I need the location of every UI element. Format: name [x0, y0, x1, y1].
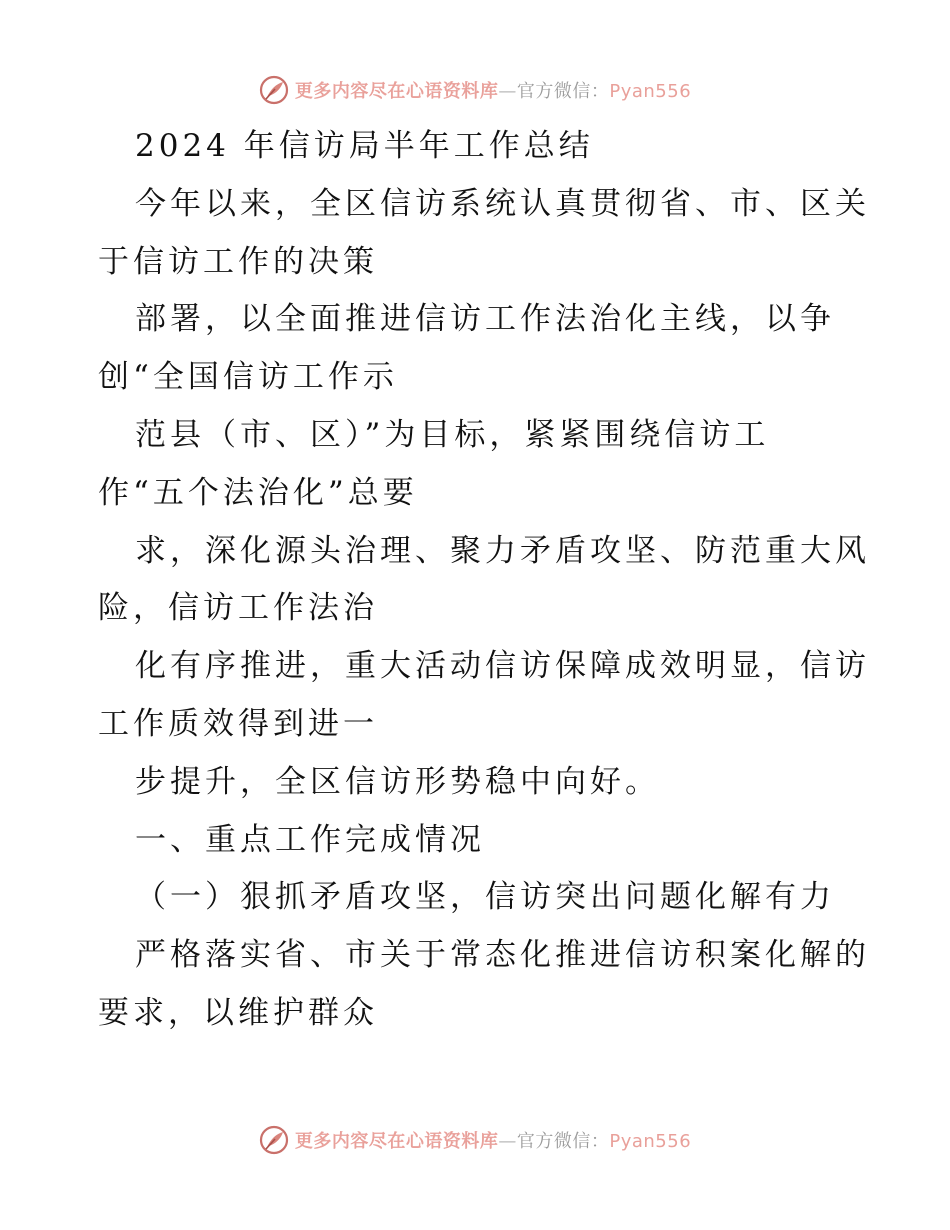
watermark-wechat-id: Pyan556 — [609, 1131, 692, 1152]
text-line: 严格落实省、市关于常态化推进信访积案化解的 — [135, 937, 870, 974]
feather-quill-icon — [259, 1125, 289, 1155]
text-line: 范县（市、区）”为目标，紧紧围绕信访工 — [135, 416, 770, 453]
text-line: 险，信访工作法治 — [98, 590, 378, 627]
feather-quill-icon — [259, 75, 289, 105]
watermark-brand: 更多内容尽在心语资料库 — [294, 1131, 499, 1152]
text-line: 化有序推进，重大活动信访保障成效明显，信访 — [135, 648, 870, 685]
document-title: 2024 年信访局半年工作总结 — [135, 128, 594, 164]
document-body — [98, 118, 870, 1043]
footer-watermark — [0, 1123, 950, 1157]
watermark-brand: 更多内容尽在心语资料库 — [294, 81, 499, 102]
text-line: 要求，以维护群众 — [98, 994, 378, 1031]
text-line: 于信访工作的决策 — [98, 243, 378, 280]
watermark-separator: — — [498, 81, 517, 102]
watermark-text — [295, 77, 691, 103]
watermark-wechat-label: 官方微信： — [516, 1131, 610, 1152]
text-line: 部署，以全面推进信访工作法治化主线，以争 — [135, 301, 835, 338]
text-line: 工作质效得到进一 — [98, 705, 378, 742]
text-line: 创“全国信访工作示 — [98, 359, 398, 396]
text-line: 步提升，全区信访形势稳中向好。 — [135, 763, 660, 800]
watermark-wechat-id: Pyan556 — [609, 81, 692, 102]
text-line: 求，深化源头治理、聚力矛盾攻坚、防范重大风 — [135, 532, 870, 569]
section-heading: 一、重点工作完成情况 — [135, 821, 485, 858]
text-line: 作“五个法治化”总要 — [98, 474, 418, 511]
watermark-wechat-label: 官方微信： — [516, 81, 610, 102]
subsection-heading: （一）狠抓矛盾攻坚，信访突出问题化解有力 — [135, 879, 835, 916]
watermark-text — [295, 1127, 691, 1153]
text-line: 今年以来，全区信访系统认真贯彻省、市、区关 — [135, 185, 870, 222]
watermark-separator: — — [498, 1131, 517, 1152]
header-watermark — [0, 73, 950, 107]
